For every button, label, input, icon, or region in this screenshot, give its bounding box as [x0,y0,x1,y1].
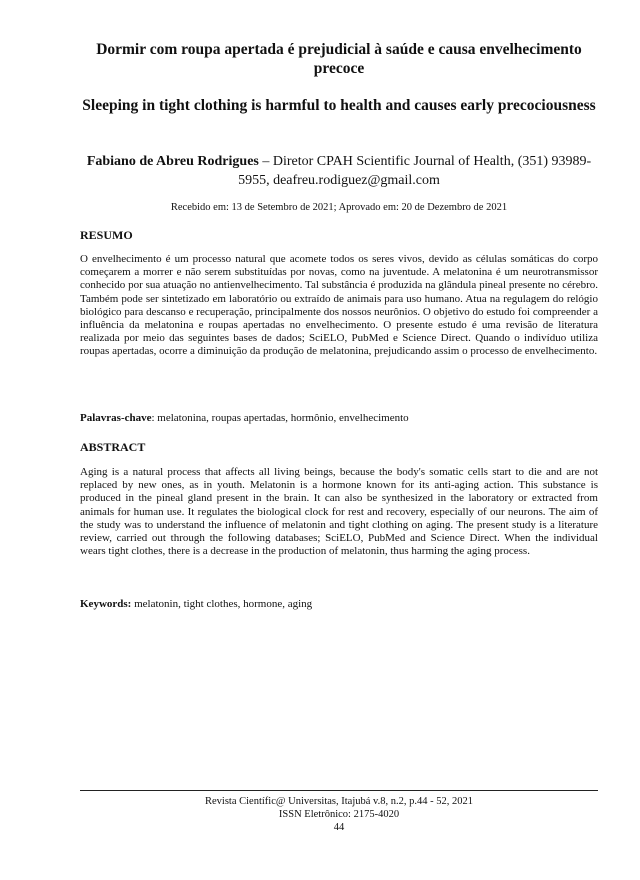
palavras-chave [80,411,598,425]
submission-dates: Recebido em: 13 de Setembro de 2021; Aprovado em: 20 de Dezembro de 2021 [170,202,508,213]
author-line [80,152,598,190]
page-number: 44 [333,822,345,833]
resumo-heading: RESUMO [80,228,133,242]
keywords-label: Keywords: [80,598,132,610]
palavras-chave-values: : melatonina, roupas apertadas, hormônio, envelhecimento [151,412,409,424]
palavras-chave-label: Palavras-chave [80,412,152,424]
author-name: Fabiano de Abreu Rodrigues [86,154,259,169]
resumo-text: O envelhecimento é um processo natural que acomete todos os seres vivos, devido as células somáticas do corpo começarem a morrer e não serem substituídas por novas, como na juventude. A melatonina é um neurotransmissor conhecido por sua atuação no antienvelhecimento. Tal substância é produzida na glândula pineal presente no cérebro. Também pode ser sintetizado em laboratório ou extraído de animais para uso humano. Atua na regulagem do relógio biológico para descanso e recuperação, principalmente dos nossos neurônios. O objetivo do estudo foi compreender a influência da melatonina e roupas apertadas no envelhecimento. O presente estudo é uma revisão de literatura realizada por meio das seguintes bases de dados; SciELO, PubMed e Science Direct. Quando o indivíduo utiliza roupas apertadas, ocorre a diminuição da produção de melatonina, prejudicando assim o processo de envelhecimento. [80,253,598,358]
keywords [80,597,598,611]
footer-journal: Revista Científic@ Universitas, Itajubá v.8, n.2, p.44 - 52, 2021 [205,796,473,807]
author-affiliation: – Diretor CPAH Scientific Journal of Health, (351) 93989-5955, deafreu.rodiguez@gmail.com [238,154,592,188]
abstract-text: Aging is a natural process that affects all living beings, because the body's somatic cells start to die and are not replaced by new ones, as in youth. Melatonin is a hormone known for its anti-aging action. This substance is produced in the pineal gland present in the brain. It can also be synthesized in the laboratory or extracted from animals for human use. It regulates the biological clock for rest and recovery, especially of our neurons. The aim of the study was to understand the influence of melatonin and tight clothing on aging. The present study is a literature review, carried out through the following databases; SciELO, PubMed and Science Direct. When the individual wears tight clothes, there is a decrease in the production of melatonin, thus harming the aging process. [80,466,598,558]
footer-issn: ISSN Eletrônico: 2175-4020 [278,809,400,820]
footer-divider [80,790,598,791]
title-portuguese: Dormir com roupa apertada é prejudicial à saúde e causa envelhecimento precoce [96,41,582,77]
title-english: Sleeping in tight clothing is harmful to health and causes early precociousness [82,97,596,114]
abstract-heading: ABSTRACT [80,440,146,454]
keywords-values: melatonin, tight clothes, hormone, aging [131,598,313,610]
